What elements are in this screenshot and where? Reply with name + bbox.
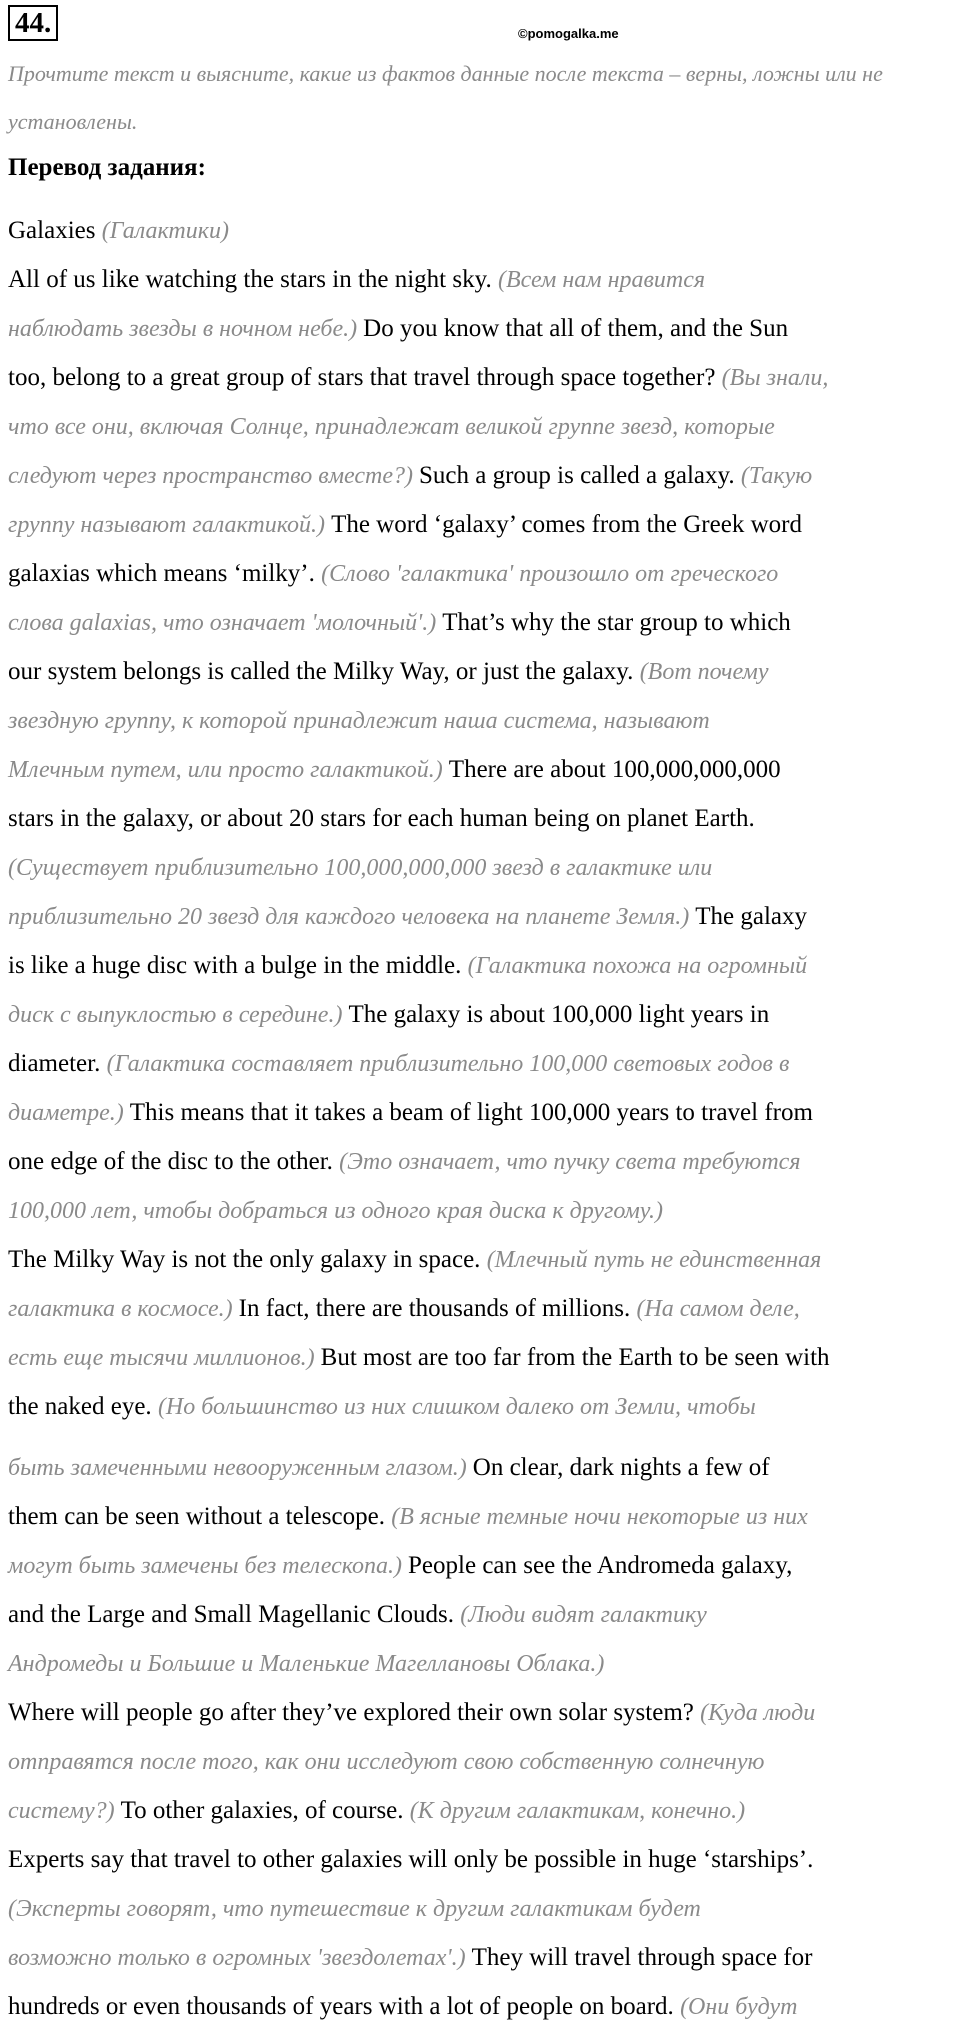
text-line — [8, 696, 954, 745]
section-heading: Перевод задания: — [8, 154, 206, 181]
english-text: our system belongs is called the Milky Way, or just the galaxy. — [8, 658, 640, 685]
text-line — [8, 1786, 954, 1835]
english-text: them can be seen without a telescope. — [8, 1503, 392, 1530]
text-line — [8, 745, 954, 794]
text-line — [8, 647, 954, 696]
russian-translation: слова galaxias, что означает 'молочный'.) — [8, 610, 443, 636]
english-text: All of us like watching the stars in the night sky. — [8, 266, 498, 293]
russian-translation: отправятся после того, как они исследуют свою собственную солнечную — [8, 1749, 765, 1775]
english-text: They will travel through space for — [471, 1944, 813, 1971]
task-number: 44. — [8, 5, 58, 41]
text-line — [8, 402, 954, 451]
english-text: too, belong to a great group of stars that travel through space together? — [8, 364, 722, 391]
text-line — [8, 1835, 954, 1884]
text-line — [8, 892, 954, 941]
russian-translation: (К другим галактикам, конечно.) — [409, 1798, 746, 1824]
russian-translation: (Люди видят галактику — [460, 1602, 707, 1628]
task-instruction: Прочтите текст и выясните, какие из фактов данные после текста – верны, ложны или не установлены. — [8, 61, 883, 134]
russian-translation: диаметре.) — [8, 1100, 130, 1126]
text-line — [8, 1590, 954, 1639]
text-line — [8, 500, 954, 549]
russian-translation: (Всем нам нравится — [497, 267, 706, 293]
text-line — [8, 794, 954, 843]
text-line — [8, 1382, 954, 1431]
russian-translation: систему?) — [8, 1798, 121, 1824]
text-line — [8, 451, 954, 500]
russian-translation: группу называют галактикой.) — [8, 512, 332, 538]
text-line — [8, 304, 954, 353]
text-line — [8, 598, 954, 647]
russian-translation: (Эксперты говорят, что путешествие к другим галактикам будет — [8, 1896, 701, 1922]
russian-translation: (Это означает, что пучку света требуются — [339, 1149, 801, 1175]
russian-translation: диск с выпуклостью в середине.) — [8, 1002, 349, 1028]
text-line — [8, 1639, 954, 1688]
text-line — [8, 1443, 954, 1492]
russian-translation: могут быть замечены без телескопа.) — [8, 1553, 409, 1579]
english-text: But most are too far from the Earth to be seen with — [320, 1344, 830, 1371]
russian-translation: (Вот почему — [639, 659, 769, 685]
russian-translation: Млечным путем, или просто галактикой.) — [8, 757, 449, 783]
english-text: Such a group is called a galaxy. — [418, 462, 741, 489]
text-line — [8, 1933, 954, 1982]
english-text: Galaxies — [8, 217, 102, 244]
russian-translation: (Но большинство из них слишком далеко от Земли, чтобы — [157, 1394, 756, 1420]
english-text: galaxias which means ‘milky’. — [8, 560, 322, 587]
text-line — [8, 1737, 954, 1786]
english-text: The galaxy — [695, 903, 807, 930]
russian-translation: (Слово 'галактика' произошло от греческого — [321, 561, 779, 587]
russian-translation: наблюдать звезды в ночном небе.) — [8, 316, 364, 342]
english-text: Do you know that all of them, and the Sun — [363, 315, 789, 342]
translation-text — [8, 206, 954, 2022]
text-line — [8, 1235, 954, 1284]
text-line — [8, 1688, 954, 1737]
english-text: one edge of the disc to the other. — [8, 1148, 340, 1175]
russian-translation: быть замеченными невооруженным глазом.) — [8, 1455, 473, 1481]
russian-translation: (Галактика похожа на огромный — [467, 953, 808, 979]
english-text: stars in the galaxy, or about 20 stars for each human being on planet Earth. — [8, 805, 755, 832]
text-line — [8, 1186, 954, 1235]
text-line — [8, 1333, 954, 1382]
russian-translation: (На самом деле, — [636, 1296, 800, 1322]
english-text: diameter. — [8, 1050, 107, 1077]
english-text: To other galaxies, of course. — [120, 1797, 410, 1824]
english-text: the naked eye. — [8, 1393, 158, 1420]
text-line — [8, 1088, 954, 1137]
english-text: and the Large and Small Magellanic Clouds. — [8, 1601, 461, 1628]
english-text: The word ‘galaxy’ comes from the Greek word — [331, 511, 802, 538]
text-line — [8, 1884, 954, 1933]
text-line — [8, 843, 954, 892]
english-text: The galaxy is about 100,000 light years in — [348, 1001, 770, 1028]
english-text: This means that it takes a beam of light 100,000 years to travel from — [129, 1099, 813, 1126]
text-line — [8, 1982, 954, 2022]
english-text: hundreds or even thousands of years with a lot of people on board. — [8, 1993, 681, 2020]
text-line — [8, 255, 954, 304]
text-line — [8, 206, 954, 255]
text-line — [8, 549, 954, 598]
russian-translation: что все они, включая Солнце, принадлежат великой группе звезд, которые — [8, 414, 775, 440]
text-line — [8, 1284, 954, 1333]
russian-translation: (Галактика составляет приблизительно 100,000 световых годов в — [106, 1051, 790, 1077]
english-text: That’s why the star group to which — [442, 609, 791, 636]
english-text: On clear, dark nights a few of — [472, 1454, 770, 1481]
russian-translation: (Вы знали, — [721, 365, 829, 391]
text-line — [8, 1039, 954, 1088]
russian-translation: (Млечный путь не единственная — [486, 1247, 822, 1273]
english-text: is like a huge disc with a bulge in the middle. — [8, 952, 468, 979]
english-text: The Milky Way is not the only galaxy in space. — [8, 1246, 487, 1273]
english-text: There are about 100,000,000,000 — [448, 756, 781, 783]
russian-translation: возможно только в огромных 'звездолетах'.) — [8, 1945, 472, 1971]
text-line — [8, 1541, 954, 1590]
russian-translation: 100,000 лет, чтобы добраться из одного края диска к другому.) — [8, 1198, 663, 1224]
english-text: Where will people go after they’ve explored their own solar system? — [8, 1699, 701, 1726]
text-line — [8, 990, 954, 1039]
watermark: ©pomogalka.me — [518, 26, 619, 41]
russian-translation: (Куда люди — [700, 1700, 816, 1726]
text-line — [8, 1137, 954, 1186]
russian-translation: приблизительно 20 звезд для каждого человека на планете Земля.) — [8, 904, 696, 930]
english-text: People can see the Andromeda galaxy, — [408, 1552, 793, 1579]
russian-translation: есть еще тысячи миллионов.) — [8, 1345, 321, 1371]
russian-translation: звездную группу, к которой принадлежит наша система, называют — [8, 708, 710, 734]
russian-translation: (Такую — [740, 463, 813, 489]
russian-translation: следуют через пространство вместе?) — [8, 463, 419, 489]
russian-translation: (В ясные темные ночи некоторые из них — [391, 1504, 808, 1530]
text-line — [8, 1492, 954, 1541]
russian-translation: галактика в космосе.) — [8, 1296, 239, 1322]
english-text: Experts say that travel to other galaxies will only be possible in huge ‘starships’. — [8, 1846, 814, 1873]
russian-translation: Андромеды и Большие и Маленькие Магеллановы Облака.) — [8, 1651, 605, 1677]
english-text: In fact, there are thousands of millions. — [238, 1295, 637, 1322]
text-line — [8, 353, 954, 402]
russian-translation: (Они будут — [680, 1994, 798, 2020]
russian-translation: (Существует приблизительно 100,000,000,000 звезд в галактике или — [8, 855, 713, 881]
russian-translation: (Галактики) — [101, 218, 229, 244]
text-line — [8, 941, 954, 990]
